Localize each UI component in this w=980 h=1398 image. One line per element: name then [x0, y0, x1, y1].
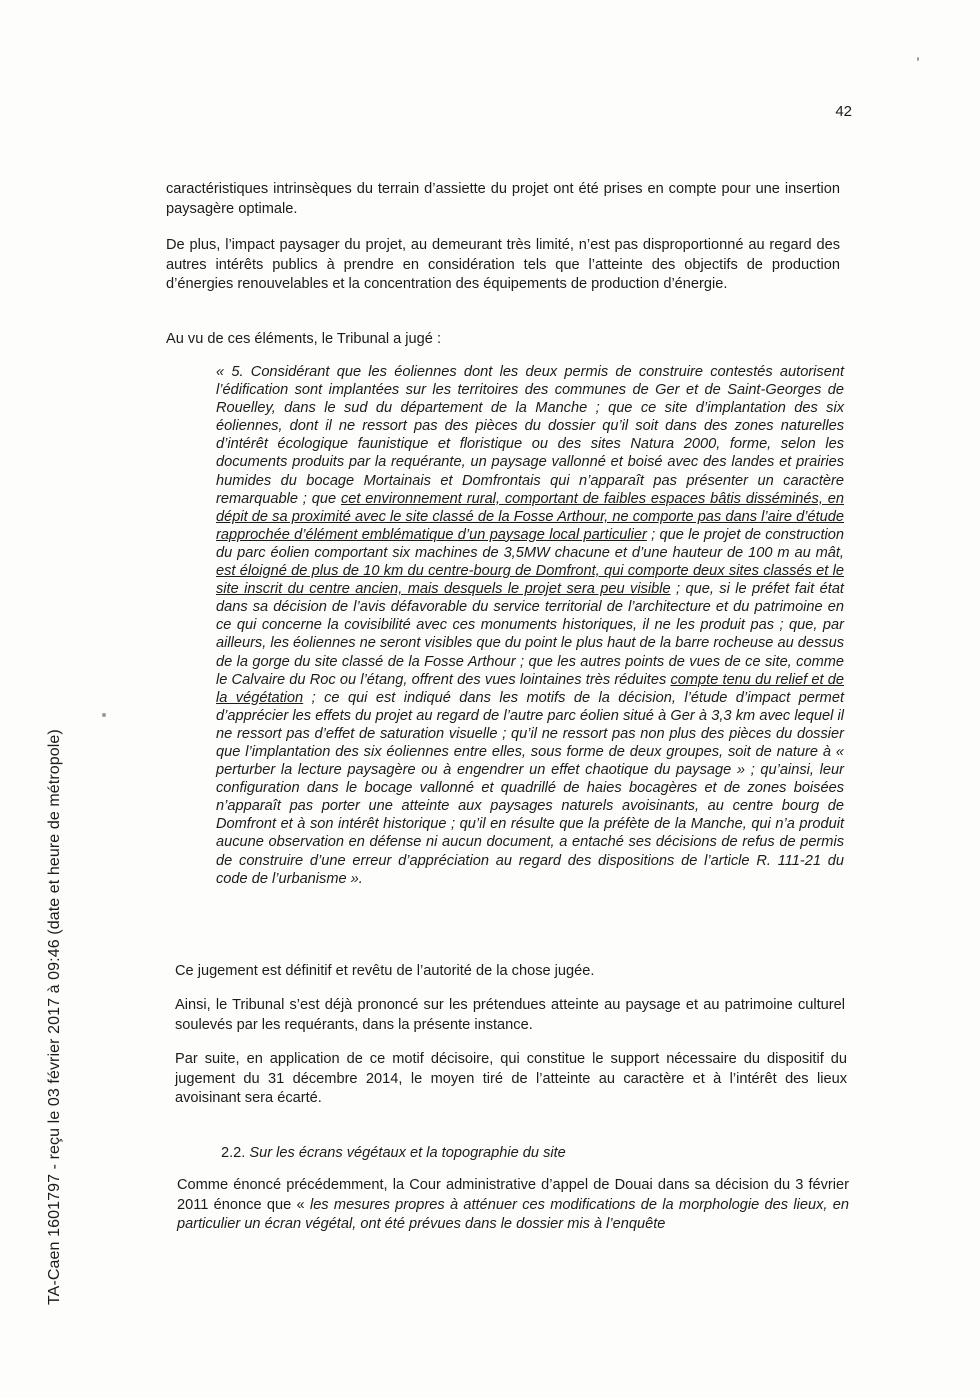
- receipt-stamp: [44, 729, 74, 1305]
- paragraph-moyen-ecarte: Par suite, en application de ce motif décisoire, qui constitue le support nécessaire du dispositif du jugement du 31 décembre 2014, le moyen tiré de l’atteinte au caractère et à l’intérêt des lieux avoisinant sera écarté.: [175, 1051, 847, 1106]
- quote-underlined-1: cet environnement rural, comportant de faibles espaces bâtis disséminés, en dépit de sa proximité avec le site classé de la Fosse Arthour, ne comporte pas dans l’aire d’étude rapprochée d’élément emblématique d’un paysage local particulier: [216, 490, 844, 543]
- section-heading: [221, 1144, 566, 1163]
- paragraph-cour-douai: [177, 1176, 849, 1235]
- quote-underlined-2: est éloigné de plus de 10 km du centre-bourg de Domfront, qui comporte deux sites classés et le site inscrit du centre ancien, mais desquels le projet sera peu visible: [216, 563, 844, 598]
- scan-speck: [102, 713, 106, 717]
- page-number: 42: [835, 103, 852, 120]
- quote-text-4: ; ce qui est indiqué dans les motifs de la décision, l’étude d’impact permet d’apprécier les effets du projet au regard de l’autre parc éolien situé à Ger à 3,3 km avec lequel il ne ressort pas d’effet de saturation visuelle ; qu’il ne ressort pas non plus des pièces du dossier que l’implantation des six éoliennes entre elles, sous forme de deux groupes, soit de nature à « perturber la lecture paysagère ou à engendrer un effet chaotique du paysage » ; qu’ainsi, leur configuration dans le bocage vallonné et quadrillé de haies bocagères et de zones boisées n’apparaît pas porter une atteinte aux paysages naturels avoisinants, au centre bourg de Domfront et à son intérêt historique ; qu’il en résulte que la préfète de la Manche, qui n’a produit aucune observation en défense ni aucun document, a entaché ses décisions de refus de permis de construire d’une erreur d’appréciation au regard des dispositions de l’article R. 111-21 du code de l’urbanisme ».: [216, 689, 845, 887]
- quote-underlined-3: compte tenu du relief et de la végétation: [216, 671, 844, 706]
- judgment-quote: [216, 363, 844, 888]
- quote-text-1: « 5. Considérant que les éoliennes dont les deux permis de construire contestés autorisent l’édification sont implantées sur les territoires des communes de Ger et de Saint-Georges de Rouelley, dans le sud du département de la Manche ; que ce site d’implantation des six éoliennes, dont il ne ressort pas des pièces du dossier qu’il soit dans des zones naturelles d’intérêt écologique faunistique et floristique ou des sites Natura 2000, forme, selon les documents produits par la requérante, un paysage vallonné et boisé avec des landes et prairies humides du bocage Mortainais et Domfrontais qui n’apparaît pas présenter un caractère remarquable ; que: [216, 364, 844, 507]
- paragraph-insertion-paysagere: caractéristiques intrinsèques du terrain d’assiette du projet ont été prises en compte pour une insertion paysagère optimale.: [166, 181, 840, 217]
- quote-text-2: ; que le projet de construction du parc éolien comportant six machines de 3,5MW chacune et d’une hauteur de 100 m au mât,: [216, 526, 844, 561]
- paragraph-impact-paysager: De plus, l’impact paysager du projet, au demeurant très limité, n’est pas disproportionné au regard des autres intérêts publics à prendre en considération tels que l’atteinte des objectifs de production d’énergies renouvelables et la concentration des équipements de production d’énergie.: [166, 237, 840, 292]
- section-title: Sur les écrans végétaux et la topographie du site: [249, 1145, 566, 1161]
- paragraph-tribunal-prononce: Ainsi, le Tribunal s’est déjà prononcé sur les prétendues atteinte au paysage et au patrimoine culturel soulevés par les requérants, dans la présente instance.: [175, 997, 845, 1033]
- section-number: 2.2.: [221, 1145, 246, 1161]
- receipt-stamp-text: TA-Caen 1601797 - reçu le 03 février 2017 à 09:46 (date et heure de métropole): [46, 729, 63, 1305]
- paragraph-tribunal-intro: Au vu de ces éléments, le Tribunal a jugé :: [166, 331, 442, 347]
- quote-text-3: ; que, si le préfet fait état dans sa décision de l’avis défavorable du service territorial de l’architecture et du patrimoine en ce qui concerne la covisibilité avec ces monuments historiques, il ne les produit pas ; que, par ailleurs, les éoliennes ne seront visibles que du point le plus haut de la barre rocheuse au dessus de la gorge du site classé de la Fosse Arthour ; que les autres points de vues de ce site, comme le Calvaire du Roc ou l’étang, offrent des vues lointaines très réduites: [216, 581, 844, 688]
- paragraph-jugement-definitif: Ce jugement est définitif et revêtu de l’autorité de la chose jugée.: [175, 963, 595, 979]
- paragraph-cour-douai-text: Comme énoncé précédemment, la Cour administrative d’appel de Douai dans sa décision du 3 février 2011 énonce que « les mesures propres à atténuer ces modifications de la morphologie des lieux, en particulier un écran végétal, ont été prévues dans le dossier mis à l’enquête: [177, 1177, 849, 1232]
- scan-speck: [917, 57, 919, 61]
